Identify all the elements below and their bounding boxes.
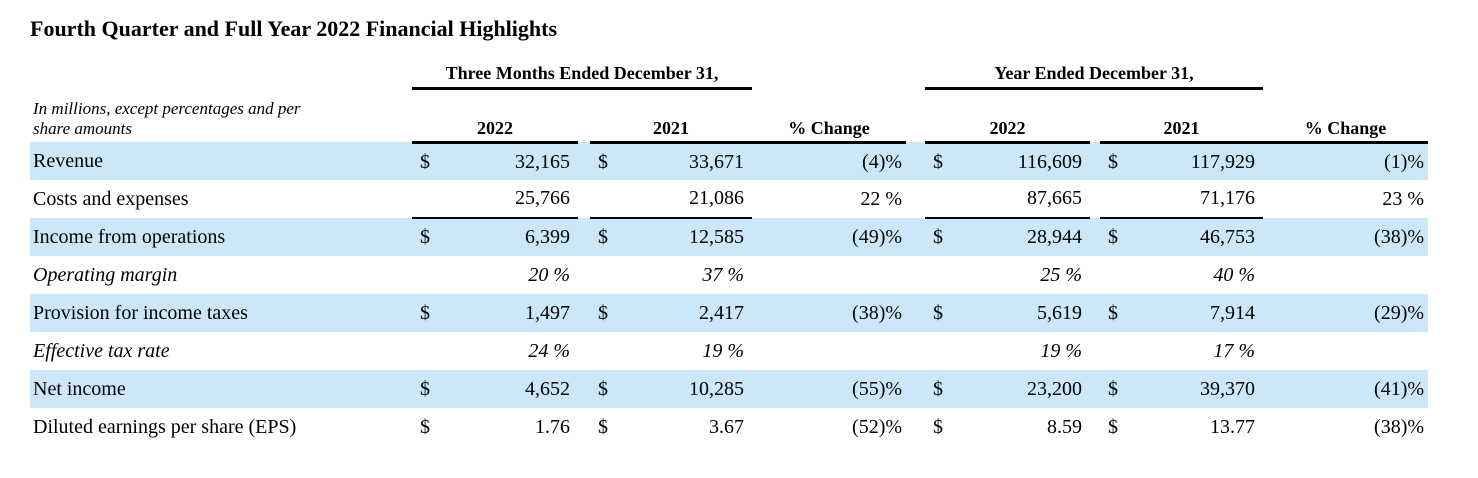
column-gap xyxy=(1090,332,1100,370)
cell-fy-2021: $ 7,914 xyxy=(1100,294,1263,332)
cell-q4-2021: $ 2,417 xyxy=(590,294,752,332)
row-label: Income from operations xyxy=(30,218,412,256)
units-note-line1: In millions, except percentages and per xyxy=(33,99,301,119)
cell-q4-2022: $ 6,399 xyxy=(412,218,578,256)
column-gap xyxy=(578,142,590,180)
cell-fy-change: 23 % xyxy=(1382,187,1425,210)
dollar-sign: $ xyxy=(933,415,944,438)
column-gap xyxy=(1090,180,1100,218)
dollar-sign: $ xyxy=(420,301,430,324)
dollar-sign: $ xyxy=(1108,377,1119,400)
table-row-net-income xyxy=(30,370,1428,408)
cell-fy-2021: $ 39,370 xyxy=(1100,370,1263,408)
cell-q4-2022: 25,766 xyxy=(412,180,578,218)
group-gap xyxy=(906,218,925,256)
cell-q4-2021: $ 12,585 xyxy=(590,218,752,256)
table-row-provision-for-income-taxes xyxy=(30,294,1428,332)
table-row-effective-tax-rate xyxy=(30,332,1428,370)
column-gap xyxy=(1090,370,1100,408)
cell-fy-2022: 19 % xyxy=(1040,339,1083,362)
dollar-sign: $ xyxy=(598,377,608,400)
cell-q4-2022: $ 4,652 xyxy=(412,370,578,408)
dollar-sign: $ xyxy=(420,415,430,438)
cell-fy-2022: $ 5,619 xyxy=(925,294,1090,332)
column-gap xyxy=(578,256,590,294)
cell-q4-change: (55)% xyxy=(752,370,906,408)
table-row-revenue xyxy=(30,142,1428,180)
financial-highlights-page xyxy=(0,16,1478,478)
row-label: Effective tax rate xyxy=(33,339,170,362)
group-gap xyxy=(906,88,925,142)
column-gap xyxy=(1090,142,1100,180)
dollar-sign: $ xyxy=(933,226,944,249)
column-gap xyxy=(578,218,590,256)
cell-q4-2021: $ 10,285 xyxy=(590,370,752,408)
cell-fy-2021: 17 % xyxy=(1213,339,1256,362)
cell-q4-change: (49)% xyxy=(752,218,906,256)
dollar-sign: $ xyxy=(933,301,944,324)
group-gap xyxy=(906,142,925,180)
cell-fy-2021: $ 117,929 xyxy=(1100,142,1263,180)
blank-cell xyxy=(1263,52,1428,88)
cell-q4-2022: 20 % xyxy=(528,263,570,286)
cell-fy-2021: 71,176 xyxy=(1100,180,1263,218)
row-label: Diluted earnings per share (EPS) xyxy=(33,415,297,438)
col-header-fy-pct-change: % Change xyxy=(1263,88,1428,142)
cell-fy-change: (38)% xyxy=(1374,415,1425,438)
table-row-operating-margin xyxy=(30,256,1428,294)
row-label: Costs and expenses xyxy=(33,187,189,210)
col-header-q4-pct-change: % Change xyxy=(752,88,906,142)
cell-q4-2022: 24 % xyxy=(528,339,570,362)
dollar-sign: $ xyxy=(1108,415,1119,438)
dollar-sign: $ xyxy=(420,150,430,173)
cell-fy-change xyxy=(1263,332,1428,370)
cell-fy-2022: $ 8.59 xyxy=(933,415,1083,438)
dollar-sign: $ xyxy=(420,377,430,400)
page-title: Fourth Quarter and Full Year 2022 Financial Highlights xyxy=(30,16,558,41)
dollar-sign: $ xyxy=(598,226,608,249)
column-gap xyxy=(578,408,590,446)
group-header-three-months: Three Months Ended December 31, xyxy=(412,52,752,88)
cell-q4-2021: 37 % xyxy=(702,263,745,286)
column-gap xyxy=(578,294,590,332)
dollar-sign: $ xyxy=(933,377,944,400)
column-header-row xyxy=(30,88,1428,142)
group-gap xyxy=(906,370,925,408)
row-label: Revenue xyxy=(30,142,412,180)
group-gap xyxy=(906,180,925,218)
column-gap xyxy=(1090,294,1100,332)
row-label: Net income xyxy=(30,370,412,408)
group-gap xyxy=(906,332,925,370)
col-header-fy-2021: 2021 xyxy=(1100,88,1263,142)
cell-q4-2022: $ 32,165 xyxy=(412,142,578,180)
dollar-sign: $ xyxy=(598,150,608,173)
col-header-fy-2022: 2022 xyxy=(925,88,1090,142)
dollar-sign: $ xyxy=(1108,226,1119,249)
blank-cell xyxy=(752,52,906,88)
column-gap xyxy=(578,332,590,370)
cell-q4-2021: 19 % xyxy=(702,339,745,362)
group-header-row xyxy=(30,52,1428,88)
cell-q4-2022: $ 1,497 xyxy=(412,294,578,332)
cell-fy-2022: 25 % xyxy=(1040,263,1083,286)
dollar-sign: $ xyxy=(598,301,608,324)
row-label: Operating margin xyxy=(33,263,178,286)
financial-highlights-table xyxy=(30,52,1428,446)
cell-q4-change xyxy=(752,332,906,370)
cell-fy-2021: 40 % xyxy=(1213,263,1256,286)
column-gap xyxy=(578,370,590,408)
column-gap xyxy=(1090,256,1100,294)
dollar-sign: $ xyxy=(1108,150,1119,173)
column-gap xyxy=(1090,88,1100,142)
column-gap xyxy=(1090,218,1100,256)
table-row-income-from-operations xyxy=(30,218,1428,256)
col-header-q4-2022: 2022 xyxy=(412,88,578,142)
cell-q4-2021: 21,086 xyxy=(590,180,752,218)
group-gap xyxy=(906,52,925,88)
dollar-sign: $ xyxy=(933,150,944,173)
cell-q4-2021: $ 33,671 xyxy=(590,142,752,180)
group-header-year: Year Ended December 31, xyxy=(925,52,1263,88)
dollar-sign: $ xyxy=(598,415,608,438)
cell-q4-change: (52)% xyxy=(852,415,903,438)
group-gap xyxy=(906,256,925,294)
cell-fy-change: (29)% xyxy=(1263,294,1428,332)
column-gap xyxy=(1090,408,1100,446)
cell-fy-change: (41)% xyxy=(1263,370,1428,408)
cell-fy-change: (38)% xyxy=(1263,218,1428,256)
units-note xyxy=(30,88,412,142)
group-gap xyxy=(906,294,925,332)
row-label: Provision for income taxes xyxy=(30,294,412,332)
table-row-diluted-eps xyxy=(30,408,1428,446)
units-note-line2: share amounts xyxy=(33,119,133,139)
group-gap xyxy=(906,408,925,446)
blank-cell xyxy=(30,52,412,88)
cell-q4-change: (4)% xyxy=(752,142,906,180)
cell-fy-2022: 87,665 xyxy=(925,180,1090,218)
cell-q4-change: 22 % xyxy=(860,187,903,210)
column-gap xyxy=(578,180,590,218)
cell-q4-2022: $ 1.76 xyxy=(420,415,570,438)
cell-q4-change: (38)% xyxy=(752,294,906,332)
dollar-sign: $ xyxy=(1108,301,1119,324)
cell-fy-2022: $ 28,944 xyxy=(925,218,1090,256)
cell-fy-2021: $ 13.77 xyxy=(1108,415,1256,438)
column-gap xyxy=(578,88,590,142)
cell-q4-2021: $ 3.67 xyxy=(598,415,745,438)
cell-fy-change: (1)% xyxy=(1263,142,1428,180)
cell-fy-2022: $ 116,609 xyxy=(925,142,1090,180)
cell-fy-change xyxy=(1263,256,1428,294)
cell-q4-change xyxy=(752,256,906,294)
dollar-sign: $ xyxy=(420,226,430,249)
col-header-q4-2021: 2021 xyxy=(590,88,752,142)
cell-fy-2022: $ 23,200 xyxy=(925,370,1090,408)
cell-fy-2021: $ 46,753 xyxy=(1100,218,1263,256)
table-row-costs-and-expenses xyxy=(30,180,1428,218)
